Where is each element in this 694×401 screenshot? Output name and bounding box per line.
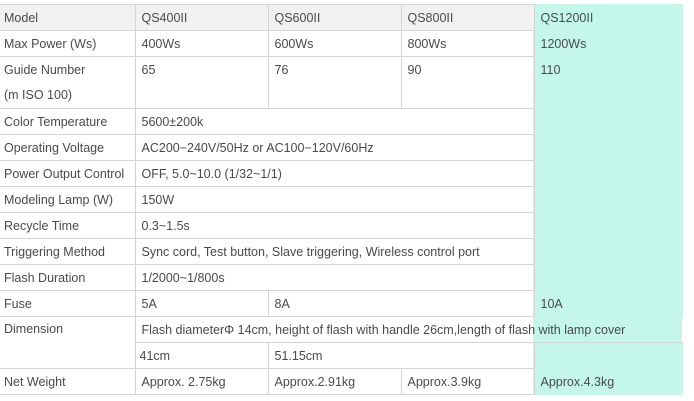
cell-empty: [534, 239, 682, 265]
row-label: Guide Number: [4, 63, 86, 77]
table-row-max-power: [0, 31, 682, 57]
header-label: Model: [0, 5, 135, 31]
table-header-row: [0, 5, 682, 31]
cell-value: 51.15cm: [268, 343, 534, 369]
cell-value: 65: [135, 57, 268, 109]
header-model-qs400ii: QS400II: [135, 5, 268, 31]
cell-value: 0.3~1.5s: [135, 213, 534, 239]
cell-value: 400Ws: [135, 31, 268, 57]
cell-value: 76: [268, 57, 401, 109]
table-row-power-output-control: [0, 161, 682, 187]
cell-value: AC200−240V/50Hz or AC100−120V/60Hz: [135, 135, 534, 161]
cell-empty: [534, 161, 682, 187]
header-model-qs600ii: QS600II: [268, 5, 401, 31]
cell-value: 10A: [534, 291, 682, 317]
cell-value: Approx. 2.75kg: [135, 369, 268, 395]
row-label: Max Power (Ws): [0, 31, 135, 57]
table-row-dimension: [0, 317, 682, 343]
row-label: Flash Duration: [0, 265, 135, 291]
row-label: Modeling Lamp (W): [0, 187, 135, 213]
row-label: Fuse: [0, 291, 135, 317]
cell-value: Approx.2.91kg: [268, 369, 401, 395]
row-label-guide-number: [0, 57, 135, 109]
spec-table: [0, 4, 683, 395]
table-row-modeling-lamp: [0, 187, 682, 213]
row-label: Power Output Control: [0, 161, 135, 187]
cell-value: 600Ws: [268, 31, 401, 57]
cell-value: 90: [401, 57, 534, 109]
cell-empty: [534, 343, 682, 369]
cell-empty: [534, 135, 682, 161]
table-row-operating-voltage: [0, 135, 682, 161]
cell-value: 110: [534, 57, 682, 109]
table-row-color-temperature: [0, 109, 682, 135]
row-label: Dimension: [0, 317, 135, 369]
cell-empty: [534, 187, 682, 213]
cell-value: Approx.4.3kg: [534, 369, 682, 395]
header-model-qs800ii: QS800II: [401, 5, 534, 31]
cell-value: OFF, 5.0~10.0 (1/32~1/1): [135, 161, 534, 187]
cell-value: Flash diameterΦ 14cm, height of flash with handle 26cm,length of flash with lamp cover: [135, 317, 682, 343]
cell-empty: [534, 213, 682, 239]
table-row-net-weight: [0, 369, 682, 395]
cell-value: 150W: [135, 187, 534, 213]
header-model-qs1200ii: QS1200II: [534, 5, 682, 31]
cell-empty: [534, 265, 682, 291]
row-label: Triggering Method: [0, 239, 135, 265]
row-label-unit: (m ISO 100): [4, 88, 73, 102]
cell-value: 1/2000~1/800s: [135, 265, 534, 291]
table-row-guide-number: [0, 57, 682, 109]
cell-empty: [534, 109, 682, 135]
row-label: Operating Voltage: [0, 135, 135, 161]
row-label: Recycle Time: [0, 213, 135, 239]
cell-value: Approx.3.9kg: [401, 369, 534, 395]
row-label: Color Temperature: [0, 109, 135, 135]
table-row-fuse: [0, 291, 682, 317]
cell-value: 8A: [268, 291, 534, 317]
cell-value: 5600±200k: [135, 109, 534, 135]
row-label: Net Weight: [0, 369, 135, 395]
table-row-recycle-time: [0, 213, 682, 239]
cell-value: 41cm: [135, 343, 268, 369]
cell-value: 1200Ws: [534, 31, 682, 57]
cell-value: 800Ws: [401, 31, 534, 57]
table-row-triggering-method: [0, 239, 682, 265]
cell-value: 5A: [135, 291, 268, 317]
table-row-flash-duration: [0, 265, 682, 291]
cell-value: Sync cord, Test button, Slave triggering, Wireless control port: [135, 239, 534, 265]
